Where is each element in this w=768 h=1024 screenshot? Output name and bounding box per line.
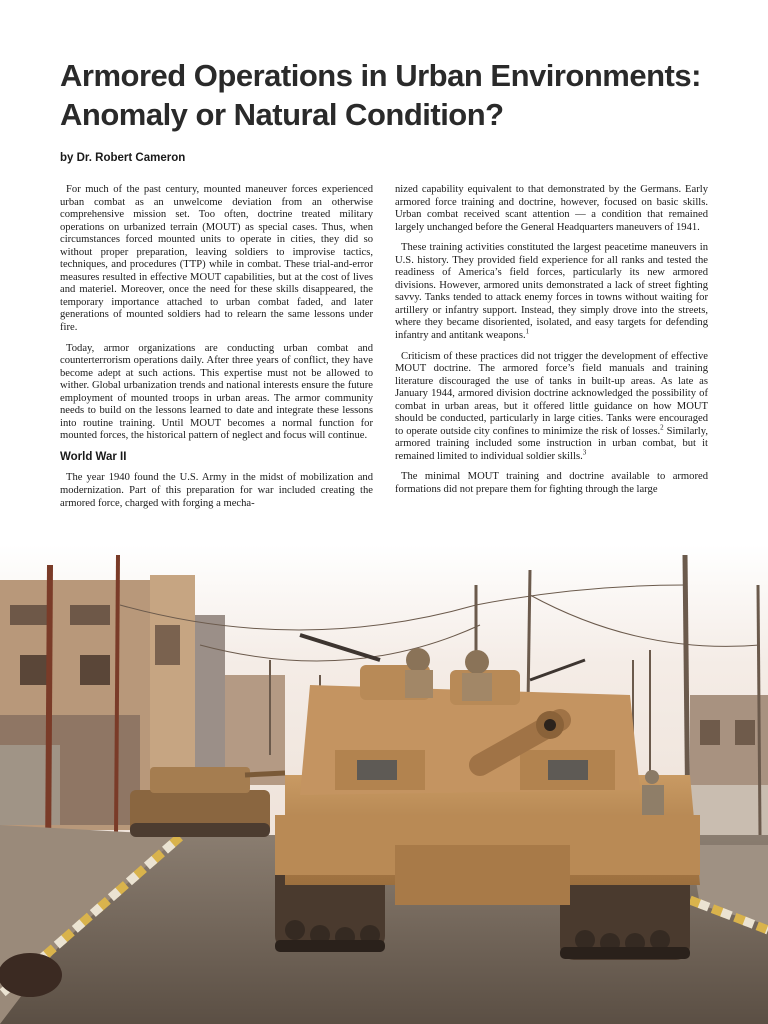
article-title bbox=[60, 56, 740, 134]
section-heading: World War II bbox=[60, 450, 127, 463]
footnote-ref: 2 bbox=[660, 423, 664, 432]
paragraph-text: Similarly, armored training included some instruction in urban combat, but it remained limited to individual soldier skills. bbox=[395, 425, 708, 462]
paragraph: nized capability equivalent to that demonstrated by the Germans. Early armored force training and doctrine, however, focused on basic skills. Urban combat received scant attention — a condition that remained largely unchanged before the General Headquarters maneuvers of 1941. bbox=[395, 184, 708, 233]
tank-photo bbox=[0, 545, 768, 1024]
byline: by Dr. Robert Cameron bbox=[60, 152, 186, 164]
paragraph: Today, armor organizations are conducting urban combat and counterterrorism operations daily. After three years of conflict, they have become adept at such actions. This expertise must not be allowed to wither. Global urbanization trends and national interests ensure the future employment of mounted troops in urban areas. The armor community needs to build on the lessons learned to date and integrate these lessons into routine training. Until MOUT becomes a normal function for mounted forces, the historical pattern of neglect and focus will continue. bbox=[60, 342, 373, 442]
rock bbox=[0, 953, 62, 997]
buildings-right bbox=[690, 695, 768, 835]
right-column bbox=[395, 184, 708, 505]
title-line-2: Anomaly or Natural Condition? bbox=[60, 97, 504, 132]
paragraph bbox=[395, 351, 708, 464]
paragraph-text: These training activities constituted the largest peacetime maneuvers in U.S. history. They provided field experience for all ranks and tested the readiness of America’s field forces, particularly its new armored divisions. However, armored units demonstrated a lack of street fighting savvy. Tanks tended to attack enemy forces in towns without waiting for artillery or infantry support. Instead, they simply drove into the streets, where they became disoriented, isolated, and easy targets for defending infantry and antitank weapons. bbox=[395, 242, 708, 342]
paragraph: The minimal MOUT training and doctrine available to armored formations did not prepare them for fighting through the large bbox=[395, 471, 708, 496]
paragraph-text: Criticism of these practices did not trigger the development of effective MOUT doctrine. The armored force’s field manuals and training literature discouraged the use of tanks in built-up areas. As late as January 1944, armored division doctrine acknowledged the possibility of combat in urban areas, but it offered little guidance on how MOUT should be conducted, particularly in large cities. Tanks were encouraged to operate outside city confines to minimize the risk of losses. bbox=[395, 350, 708, 437]
footnote-ref: 3 bbox=[582, 448, 587, 457]
paragraph bbox=[395, 242, 708, 342]
footnote-ref: 1 bbox=[525, 327, 530, 336]
paragraph: For much of the past century, mounted maneuver forces experienced urban combat as an unwelcome deviation from an otherwise comprehensive mission set. Too often, doctrine treated military operations on urbanized terrain (MOUT) as special cases. Thus, when circumstances forced mounted units to operate in cities, they did so without proper preparation, leaving soldiers to improvise tactics, techniques, and procedures (TTP) while in combat. These trial-and-error measures resulted in effective MOUT capabilities, but at the cost of lives and materiel. Moreover, once the need for these skills disappeared, the temporary importance attached to urban combat faded, and later generations of mounted soldiers had to relearn the same lessons under fire. bbox=[60, 184, 373, 334]
left-column bbox=[60, 184, 373, 518]
title-line-1: Armored Operations in Urban Environments: bbox=[60, 58, 701, 93]
paragraph: The year 1940 found the U.S. Army in the midst of mobilization and modernization. Part of this preparation for war included creating the armored force, charged with forging a mecha- bbox=[60, 472, 373, 509]
